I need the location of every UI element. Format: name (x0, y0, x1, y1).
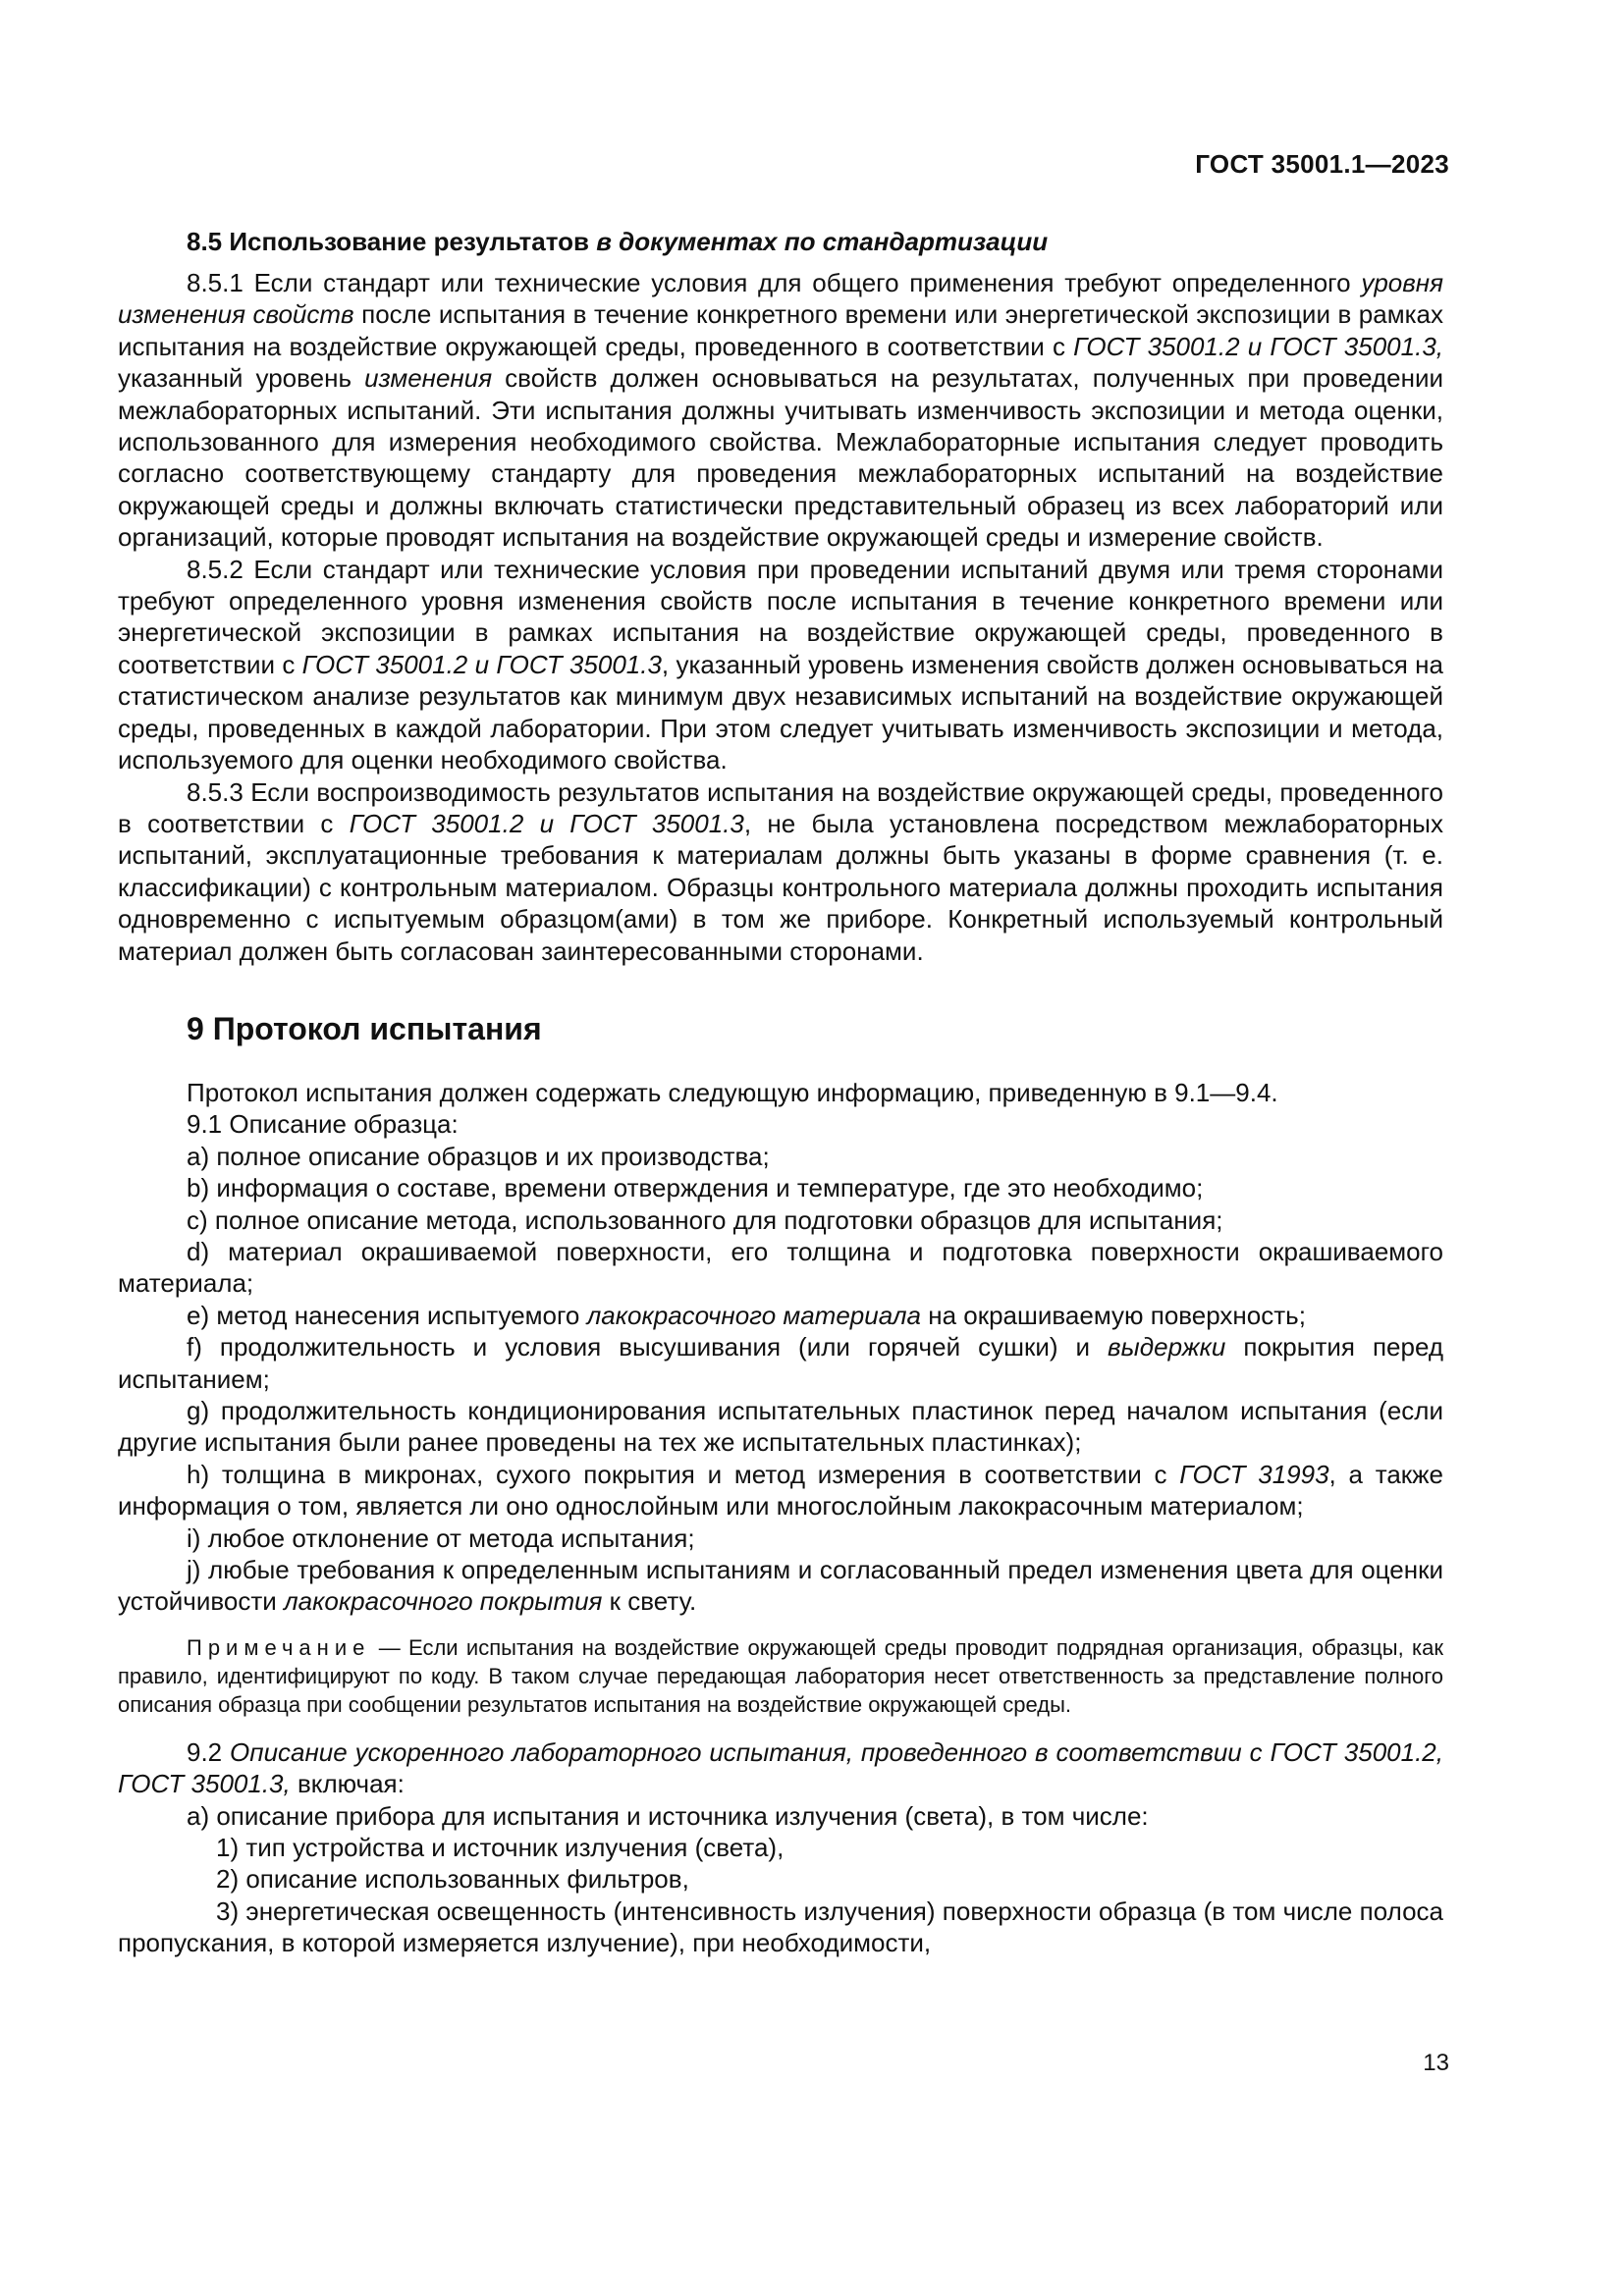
paragraph-8-5-3: 8.5.3 Если воспроизводимость результатов испытания на воздействие окружающей среды, проведенного в соответствии с ГОСТ 35001.2 и ГОСТ 35001.3, не была установлена посредством межлабораторных испытаний, эксплуатационные требования к материалам должны быть указаны в форме сравнения (т. е. классификации) с контрольным материалом. Образцы контрольного материала должны проходить испытания одновременно с испытуемым образцом(ами) в том же приборе. Конкретный используемый контрольный материал должен быть согласован заинтересованными сторонами. (118, 776, 1443, 966)
subsection-9-1: 9.1 Описание образца: (187, 1109, 459, 1140)
list-item-h: h) толщина в микронах, сухого покрытия и метод измерения в соответствии с ГОСТ 31993, а также информация о том, является ли оно однослойным или многослойным лакокрасочным материалом; (118, 1459, 1444, 1522)
section-8-5-heading: 8.5 Использование результатов в документах по стандартизации (187, 227, 1049, 256)
list-item-i: i) любое отклонение от метода испытания; (187, 1522, 695, 1553)
list-item-b: b) информация о составе, времени отверждения и температуре, где это необходимо; (187, 1173, 1204, 1203)
list-item-9-2-a-1: 1) тип устройства и источник излучения (света), (216, 1833, 785, 1863)
page-number: 13 (1423, 2050, 1449, 2076)
list-item-a: a) полное описание образцов и их производства; (187, 1141, 770, 1171)
list-item-e: e) метод нанесения испытуемого лакокрасочного материала на окрашиваемую поверхность; (187, 1300, 1306, 1330)
list-item-j: j) любые требования к определенным испытаниям и согласованный предел изменения цвета для оценки устойчивости лакокрасочного покрытия к свету. (118, 1555, 1443, 1617)
list-item-9-2-a-2: 2) описание использованных фильтров, (216, 1864, 689, 1895)
list-item-d: d) материал окрашиваемой поверхности, его толщина и подготовка поверхности окрашиваемого материала; (118, 1236, 1443, 1299)
list-item-c: c) полное описание метода, использованного для подготовки образцов для испытания; (187, 1204, 1223, 1235)
subsection-9-2: 9.2 Описание ускоренного лабораторного испытания, проведенного в соответствии с ГОСТ 35001.2, ГОСТ 35001.3, включая: (118, 1736, 1443, 1799)
note-label: Примечание (187, 1634, 371, 1660)
paragraph-8-5-1: 8.5.1 Если стандарт или технические условия для общего применения требуют определенного уровня изменения свойств после испытания в течение конкретного времени или энергетической экспозиции в рамках испытания на воздействие окружающей среды, проведенного в соответствии с ГОСТ 35001.2 и ГОСТ 35001.3, указанный уровень изменения свойств должен основываться на результатах, полученных при проведении межлабораторных испытаний. Эти испытания должны учитывать изменчивость экспозиции и метода оценки, использованного для измерения необходимого свойства. Межлабораторные испытания следует проводить согласно соответствующему стандарту для проведения межлабораторных испытаний на воздействие окружающей среды и должны включать статистически представительный образец из всех лабораторий или организаций, которые проводят испытания на воздействие окружающей среды и измерение свойств. (118, 268, 1443, 553)
list-item-g: g) продолжительность кондиционирования испытательных пластинок перед началом испытания (если другие испытания были ранее проведены на тех же испытательных пластинках); (118, 1396, 1443, 1458)
list-item-9-2-a-3: 3) энергетическая освещенность (интенсивность излучения) поверхности образца (в том числе полоса пропускания, в которой измеряется излучение), при необходимости, (118, 1896, 1443, 1958)
page-content (118, 226, 1443, 1959)
paragraph-8-5-2: 8.5.2 Если стандарт или технические условия при проведении испытаний двумя или тремя сторонами требуют определенного уровня изменения свойств после испытания в течение конкретного времени или энергетической экспозиции в рамках испытания на воздействие окружающей среды, проведенного в соответствии с ГОСТ 35001.2 и ГОСТ 35001.3, указанный уровень изменения свойств должен основываться на статистическом анализе результатов как минимум двух независимых испытаний на воздействие окружающей среды, проведенных в каждой лаборатории. При этом следует учитывать изменчивость экспозиции и метода, используемого для оценки необходимого свойства. (118, 554, 1443, 775)
section-9-intro: Протокол испытания должен содержать следующую информацию, приведенную в 9.1—9.4. (187, 1077, 1278, 1107)
list-item-9-2-a: a) описание прибора для испытания и источника излучения (света), в том числе: (187, 1800, 1149, 1831)
document-code: ГОСТ 35001.1—2023 (1195, 149, 1449, 179)
note-paragraph: Примечание — Если испытания на воздействие окружающей среды проводит подрядная организация, образцы, как правило, идентифицируют по коду. В таком случае передающая лаборатория несет ответственность за представление полного описания образца при сообщении результатов испытания на воздействие окружающей среды. (118, 1634, 1443, 1717)
section-9-heading: 9 Протокол испытания (187, 1010, 542, 1046)
list-item-f: f) продолжительность и условия высушивания (или горячей сушки) и выдержки покрытия перед испытанием; (118, 1332, 1444, 1394)
